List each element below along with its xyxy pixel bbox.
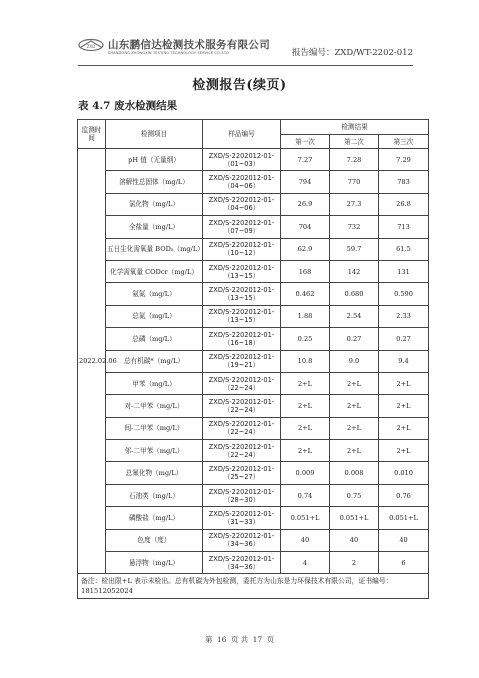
- result-second: 0.27: [330, 328, 379, 350]
- report-number: [292, 46, 413, 58]
- result-first: 0.009: [281, 462, 330, 484]
- company-name-cn: 山东鹏信达检测技术服务有限公司: [108, 39, 270, 51]
- result-second: 770: [330, 171, 379, 193]
- table-row: [78, 149, 429, 171]
- table-row: [78, 305, 429, 327]
- sample-number: ZXD/S-2202012-01-（04~06）: [203, 193, 281, 215]
- sample-number: ZXD/S-2202012-01-（16~18）: [203, 328, 281, 350]
- company-logo-icon: [78, 38, 104, 52]
- result-third: 9.4: [379, 350, 429, 372]
- table-row: [78, 395, 429, 417]
- page-footer: [0, 634, 479, 645]
- result-third: 0.27: [379, 328, 429, 350]
- result-third: 0.590: [379, 283, 429, 305]
- header-sample: 样品编号: [203, 120, 281, 149]
- item-name: 石油类（mg/L）: [106, 484, 203, 506]
- item-name: 总磷（mg/L）: [106, 328, 203, 350]
- sample-number: ZXD/S-2202012-01-（01~03）: [203, 149, 281, 171]
- header-third: 第三次: [379, 135, 429, 149]
- sample-number: ZXD/S-2202012-01-（10~12）: [203, 238, 281, 260]
- svg-text:ZXD: ZXD: [86, 44, 96, 49]
- result-first: 2+L: [281, 372, 330, 394]
- result-first: 168: [281, 260, 330, 282]
- report-number-label: 报告编号：: [291, 48, 335, 58]
- table-row: [78, 328, 429, 350]
- company-name-en: SHANDONG ZHONGXIN TESTING TECHNOLOGY SERVICE CO.,LTD: [108, 51, 230, 55]
- table-row: [78, 529, 429, 551]
- result-first: 4: [281, 552, 330, 574]
- footer-middle: 页 共: [230, 635, 249, 644]
- result-first: 794: [281, 171, 330, 193]
- item-name: 化学需氧量 CODcr（mg/L）: [106, 260, 203, 282]
- result-first: 40: [281, 529, 330, 551]
- sample-number: ZXD/S-2202012-01-（22~24）: [203, 395, 281, 417]
- header-divider: [78, 65, 413, 66]
- sample-number: ZXD/S-2202012-01-（13~15）: [203, 305, 281, 327]
- table-row: [78, 462, 429, 484]
- sample-number: ZXD/S-2202012-01-（25~27）: [203, 462, 281, 484]
- item-name: 氨氮（mg/L）: [106, 283, 203, 305]
- table-row: [78, 238, 429, 260]
- item-name: 对-二甲苯（mg/L）: [106, 395, 203, 417]
- result-second: 27.3: [330, 193, 379, 215]
- result-first: 10.8: [281, 350, 330, 372]
- result-second: 9.0: [330, 350, 379, 372]
- header-results: 检测结果: [281, 120, 429, 135]
- item-name: 总有机碳*（mg/L）: [106, 350, 203, 372]
- result-second: 0.75: [330, 484, 379, 506]
- sample-number: ZXD/S-2202012-01-（22~24）: [203, 417, 281, 439]
- table-row: [78, 552, 429, 574]
- result-second: 0.680: [330, 283, 379, 305]
- result-first: 704: [281, 216, 330, 238]
- table-row: [78, 171, 429, 193]
- header-second: 第二次: [330, 135, 379, 149]
- sample-number: ZXD/S-2202012-01-（13~15）: [203, 283, 281, 305]
- result-third: 0.76: [379, 484, 429, 506]
- sample-number: ZXD/S-2202012-01-（07~09）: [203, 216, 281, 238]
- sample-number: ZXD/S-2202012-01-（22~24）: [203, 372, 281, 394]
- item-name: 全盐量（mg/L）: [106, 216, 203, 238]
- table-row: [78, 417, 429, 439]
- table-row: [78, 507, 429, 529]
- sample-number: ZXD/S-2202012-01-（34~36）: [203, 552, 281, 574]
- item-name: 间-二甲苯（mg/L）: [106, 417, 203, 439]
- page-title: 检测报告(续页): [192, 78, 287, 93]
- result-second: 7.28: [330, 149, 379, 171]
- result-third: 0.010: [379, 462, 429, 484]
- result-third: 2.33: [379, 305, 429, 327]
- footer-prefix: 第: [204, 635, 213, 644]
- result-first: 0.74: [281, 484, 330, 506]
- result-first: 7.27: [281, 149, 330, 171]
- sample-number: ZXD/S-2202012-01-（31~33）: [203, 507, 281, 529]
- result-third: 7.29: [379, 149, 429, 171]
- result-second: 2+L: [330, 440, 379, 462]
- result-second: 2+L: [330, 417, 379, 439]
- item-name: 总氮（mg/L）: [106, 305, 203, 327]
- sample-number: ZXD/S-2202012-01-（28~30）: [203, 484, 281, 506]
- table-caption: 表 4.7 废水检测结果: [78, 100, 178, 112]
- result-third: 713: [379, 216, 429, 238]
- result-first: 2+L: [281, 440, 330, 462]
- result-third: 6: [379, 552, 429, 574]
- item-name: 磷酸盐（mg/L）: [106, 507, 203, 529]
- result-first: 2+L: [281, 395, 330, 417]
- header-date: 监测时间: [78, 120, 106, 149]
- sample-number: ZXD/S-2202012-01-（13~15）: [203, 260, 281, 282]
- result-third: 2+L: [379, 417, 429, 439]
- report-number-value: ZXD/WT-2202-012: [334, 48, 413, 58]
- result-second: 0.008: [330, 462, 379, 484]
- result-first: 0.25: [281, 328, 330, 350]
- result-third: 61.5: [379, 238, 429, 260]
- table-row: [78, 260, 429, 282]
- table-row: [78, 283, 429, 305]
- wastewater-results-table: [77, 119, 429, 599]
- result-third: 2+L: [379, 395, 429, 417]
- result-third: 26.8: [379, 193, 429, 215]
- result-second: 40: [330, 529, 379, 551]
- table-note: 备注：检出限+L 表示未检出。总有机碳为外包检测，委托方为山东是力环保技术有限公司，证书编号：181512052024: [78, 574, 429, 599]
- result-third: 2+L: [379, 372, 429, 394]
- item-name: 五日生化需氧量 BOD₅（mg/L）: [106, 238, 203, 260]
- item-name: 甲苯（mg/L）: [106, 372, 203, 394]
- item-name: 悬浮物（mg/L）: [106, 552, 203, 574]
- sample-number: ZXD/S-2202012-01-（22~24）: [203, 440, 281, 462]
- result-first: 0.462: [281, 283, 330, 305]
- footer-suffix: 页: [266, 635, 275, 644]
- item-name: 氯化物（mg/L）: [106, 193, 203, 215]
- sample-number: ZXD/S-2202012-01-（34~36）: [203, 529, 281, 551]
- result-first: 0.051+L: [281, 507, 330, 529]
- result-third: 0.051+L: [379, 507, 429, 529]
- result-first: 2+L: [281, 417, 330, 439]
- result-first: 62.9: [281, 238, 330, 260]
- header-first: 第一次: [281, 135, 330, 149]
- result-second: 2.54: [330, 305, 379, 327]
- result-second: 59.7: [330, 238, 379, 260]
- result-first: 1.88: [281, 305, 330, 327]
- table-row: [78, 216, 429, 238]
- sample-number: ZXD/S-2202012-01-（19~21）: [203, 350, 281, 372]
- item-name: 色度（度）: [106, 529, 203, 551]
- result-first: 26.9: [281, 193, 330, 215]
- result-second: 2+L: [330, 395, 379, 417]
- result-third: 2+L: [379, 440, 429, 462]
- item-name: pH 值（无量纲）: [106, 149, 203, 171]
- result-second: 2+L: [330, 372, 379, 394]
- table-row: [78, 193, 429, 215]
- item-name: 溶解性总固体（mg/L）: [106, 171, 203, 193]
- result-third: 783: [379, 171, 429, 193]
- result-second: 2: [330, 552, 379, 574]
- item-name: 总氰化物（mg/L）: [106, 462, 203, 484]
- table-row: [78, 350, 429, 372]
- result-second: 0.051+L: [330, 507, 379, 529]
- footer-page-number: 16: [216, 635, 227, 644]
- monitoring-date: 2022.02.06: [78, 149, 106, 574]
- table-row: [78, 484, 429, 506]
- result-second: 732: [330, 216, 379, 238]
- table-row: [78, 372, 429, 394]
- table-row: [78, 440, 429, 462]
- result-second: 142: [330, 260, 379, 282]
- report-header: [78, 34, 413, 66]
- footer-total-pages: 17: [252, 635, 263, 644]
- item-name: 邻-二甲苯（mg/L）: [106, 440, 203, 462]
- header-item: 检测项目: [106, 120, 203, 149]
- sample-number: ZXD/S-2202012-01-（04~06）: [203, 171, 281, 193]
- result-third: 131: [379, 260, 429, 282]
- result-third: 40: [379, 529, 429, 551]
